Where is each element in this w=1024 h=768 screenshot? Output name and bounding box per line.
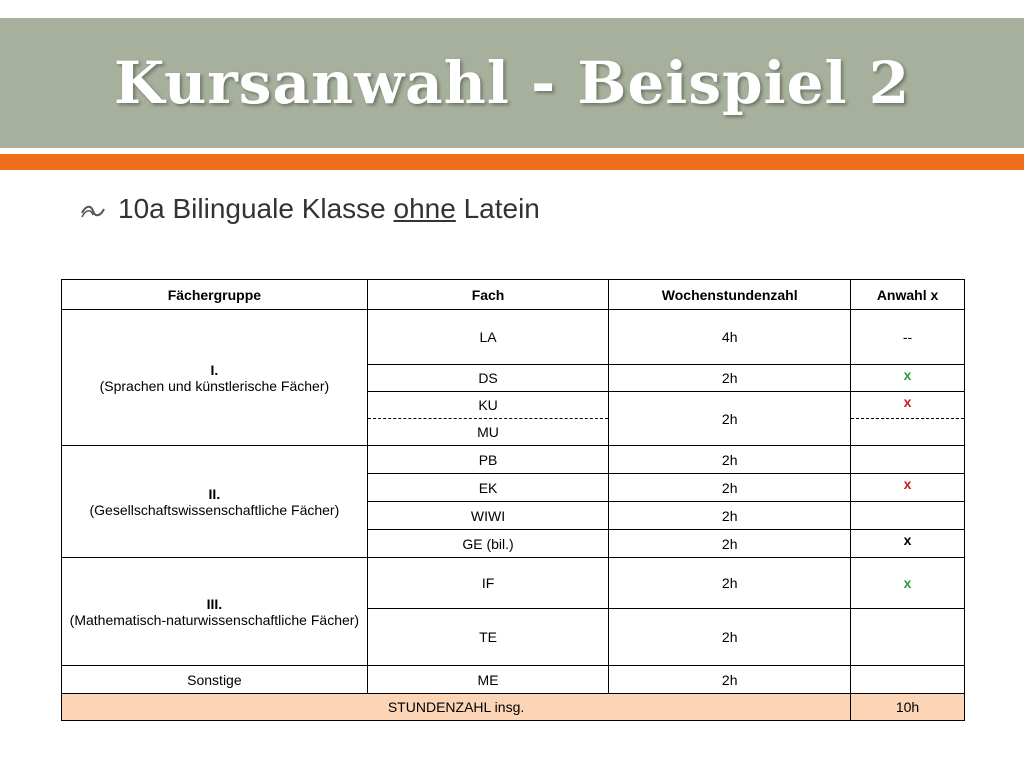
group-1-cell [62,310,368,446]
choice-cell: -- [851,310,965,365]
hours-cell: 4h [609,310,851,365]
header-wochenstundenzahl: Wochenstundenzahl [609,280,851,310]
table-row [62,558,965,609]
header-row [62,280,965,310]
total-value: 10h [851,694,965,721]
fach-cell: MU [367,419,609,446]
fach-cell: ME [367,666,609,694]
hours-cell: 2h [609,365,851,392]
choice-cell: x [851,365,965,392]
hours-cell: 2h [609,502,851,530]
header-faechergruppe: Fächergruppe [62,280,368,310]
slide-title: Kursanwahl - Beispiel 2 [113,49,911,117]
header-fach: Fach [367,280,609,310]
fach-cell: TE [367,609,609,666]
hours-cell: 2h [609,530,851,558]
table-row [62,446,965,474]
choice-cell: x [851,530,965,558]
total-label: STUNDENZAHL insg. [62,694,851,721]
subtitle-bullet [80,193,540,225]
fach-cell: IF [367,558,609,609]
choice-cell [851,666,965,694]
subtitle-text-end: Latein [455,193,540,224]
subtitle-emphasis: ohne [393,193,456,224]
fach-cell: EK [367,474,609,502]
fach-cell: KU [367,392,609,419]
group-1-desc: (Sprachen und künstlerische Fächer) [99,377,330,394]
fach-cell: WIWI [367,502,609,530]
choice-cell: x [851,474,965,502]
group-3-cell [62,558,368,666]
hours-cell: 2h [609,666,851,694]
group-2-number: II. [208,485,221,502]
choice-cell [851,419,965,446]
fach-cell: GE (bil.) [367,530,609,558]
table-row [62,310,965,365]
group-1-number: I. [210,361,219,378]
choice-cell [851,609,965,666]
total-row [62,694,965,721]
fach-cell: PB [367,446,609,474]
hours-cell: 2h [609,474,851,502]
hours-cell: 2h [609,392,851,446]
hours-cell: 2h [609,446,851,474]
fach-cell: LA [367,310,609,365]
group-2-cell [62,446,368,558]
choice-cell: x [851,392,965,419]
choice-cell [851,502,965,530]
header-anwahl: Anwahl x [851,280,965,310]
title-bar [0,18,1024,148]
choice-cell [851,446,965,474]
bullet-icon [80,202,106,220]
choice-cell: x [851,558,965,609]
table-row [62,666,965,694]
hours-cell: 2h [609,558,851,609]
group-2-desc: (Gesellschaftswissenschaftliche Fächer) [89,501,340,518]
group-4-cell: Sonstige [62,666,368,694]
fach-cell: DS [367,365,609,392]
course-table [61,279,965,721]
group-3-desc: (Mathematisch-naturwissenschaftliche Fächer) [69,611,360,628]
group-3-number: III. [206,595,223,612]
accent-bar [0,154,1024,170]
hours-cell: 2h [609,609,851,666]
subtitle-text: 10a Bilinguale Klasse [118,193,394,224]
